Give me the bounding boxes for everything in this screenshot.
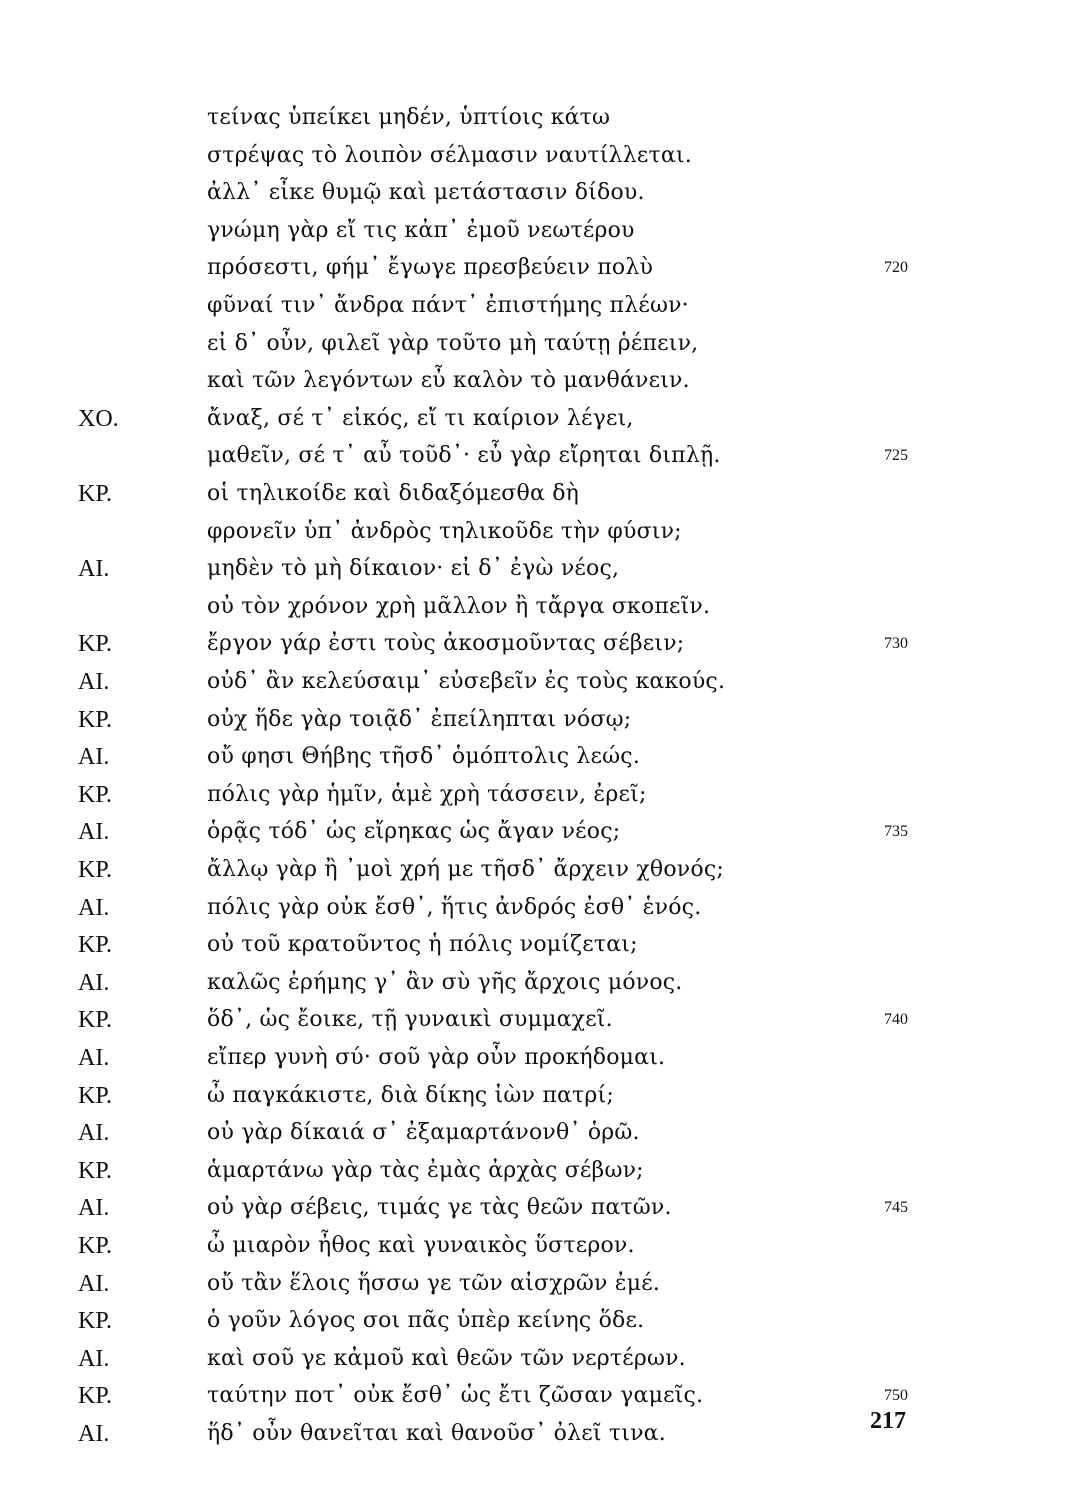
verse-line <box>0 1268 1087 1306</box>
speaker-label: ΚΡ. <box>78 706 113 733</box>
verse-text: ἄλλῳ γὰρ ἢ ᾽μοὶ χρή με τῆσδ᾽ ἄρχειν χθονός; <box>207 857 724 882</box>
speaker-label: ΑΙ. <box>78 669 110 695</box>
speaker-label: ΚΡ. <box>78 1233 113 1259</box>
speaker-label: ΑΙ. <box>78 1270 110 1297</box>
verse-line <box>0 328 1087 366</box>
verse-text: τείνας ὑπείκει μηδέν, ὑπτίοις κάτω <box>207 105 611 130</box>
verse-text: ὁρᾷς τόδ᾽ ὡς εἴρηκας ὡς ἄγαν νέος; <box>207 819 621 845</box>
verse-line <box>0 365 1087 403</box>
verse-text: φῦναί τιν᾽ ἄνδρα πάντ᾽ ἐπιστήμης πλέων· <box>207 293 689 318</box>
verse-text: καὶ τῶν λεγόντων εὖ καλὸν τὸ μανθάνειν. <box>207 368 690 394</box>
speaker-label: ΚΡ. <box>78 631 113 658</box>
line-number: 735 <box>884 823 908 841</box>
verse-text: ὦ μιαρὸν ἦθος καὶ γυναικὸς ὕστερον. <box>207 1233 635 1258</box>
speaker-label: ΑΙ. <box>78 744 110 771</box>
speaker-label: ΚΡ. <box>78 781 113 808</box>
verse-text: οὐ γὰρ δίκαιά σ᾽ ἐξαμαρτάνονθ᾽ ὁρῶ. <box>207 1120 640 1146</box>
speaker-label: ΑΙ. <box>78 556 110 583</box>
verse-text: οὔ φησι Θήβης τῆσδ᾽ ὁμόπτολις λεώς. <box>207 744 641 770</box>
verse-text: καὶ σοῦ γε κἀμοῦ καὶ θεῶν τῶν νερτέρων. <box>207 1345 686 1371</box>
verse-text: ἔργον γάρ ἐστι τοὺς ἀκοσμοῦντας σέβειν; <box>207 631 685 657</box>
verse-text: πόλις γὰρ ἡμῖν, ἁμὲ χρὴ τάσσειν, ἐρεῖ; <box>207 781 647 807</box>
verse-line <box>0 140 1087 178</box>
verse-line <box>0 929 1087 967</box>
verse-text: πρόσεστι, φήμ᾽ ἔγωγε πρεσβεύειν πολὺ <box>207 255 654 281</box>
verse-line <box>0 403 1087 441</box>
verse-text: οὐ γὰρ σέβεις, τιμάς γε τὰς θεῶν πατῶν. <box>207 1195 672 1221</box>
verse-line <box>0 1080 1087 1118</box>
verse-line <box>0 1004 1087 1042</box>
verse-text: ἁμαρτάνω γὰρ τὰς ἐμὰς ἀρχὰς σέβων; <box>207 1157 644 1183</box>
verse-line <box>0 1380 1087 1418</box>
line-number: 720 <box>884 259 908 277</box>
verse-line <box>0 816 1087 854</box>
line-number: 740 <box>884 1011 908 1029</box>
verse-text: ὅδ᾽, ὡς ἔοικε, τῇ γυναικὶ συμμαχεῖ. <box>207 1007 613 1033</box>
verse-line <box>0 440 1087 478</box>
speaker-label: ΑΙ. <box>78 969 110 996</box>
verse-line <box>0 553 1087 591</box>
verse-text: οὐχ ἥδε γὰρ τοιᾷδ᾽ ἐπείληπται νόσῳ; <box>207 706 632 732</box>
verse-text: εἰ δ᾽ οὖν, φιλεῖ γὰρ τοῦτο μὴ ταύτῃ ῥέπειν, <box>207 330 699 356</box>
speaker-label: ΚΡ. <box>78 1383 113 1410</box>
verse-text: οὐ τοῦ κρατοῦντος ἡ πόλις νομίζεται; <box>207 932 638 958</box>
verse-line <box>0 779 1087 817</box>
verse-text: γνώμη γὰρ εἴ τις κἀπ᾽ ἐμοῦ νεωτέρου <box>207 217 635 243</box>
verse-text: ἥδ᾽ οὖν θανεῖται καὶ θανοῦσ᾽ ὀλεῖ τινα. <box>207 1421 666 1446</box>
verse-line <box>0 854 1087 892</box>
verse-text: οὐδ᾽ ἂν κελεύσαιμ᾽ εὐσεβεῖν ἐς τοὺς κακούς. <box>207 669 726 694</box>
verse-text: ταύτην ποτ᾽ οὐκ ἔσθ᾽ ὡς ἔτι ζῶσαν γαμεῖς. <box>207 1383 704 1409</box>
verse-line <box>0 741 1087 779</box>
verse-line <box>0 1418 1087 1456</box>
verse-line <box>0 516 1087 554</box>
speaker-label: ΑΙ. <box>78 819 110 846</box>
verse-line <box>0 478 1087 516</box>
verse-line <box>0 1305 1087 1343</box>
verse-line <box>0 704 1087 742</box>
verse-text: οἱ τηλικοίδε καὶ διδαξόμεσθα δὴ <box>207 481 580 506</box>
speaker-label: ΑΙ. <box>78 1045 110 1071</box>
verse-text: μηδὲν τὸ μὴ δίκαιον· εἰ δ᾽ ἐγὼ νέος, <box>207 556 620 582</box>
verse-text: μαθεῖν, σέ τ᾽ αὖ τοῦδ᾽· εὖ γὰρ εἴρηται διπλῇ. <box>207 443 721 469</box>
verse-line <box>0 1230 1087 1268</box>
verse-line <box>0 967 1087 1005</box>
speaker-label: ΚΡ. <box>78 481 113 507</box>
page-number: 217 <box>870 1408 906 1434</box>
verse-text: οὐ τὸν χρόνον χρὴ μᾶλλον ἢ τἄργα σκοπεῖν. <box>207 593 711 619</box>
line-number: 725 <box>884 447 908 465</box>
verse-text: οὔ τἂν ἕλοις ἥσσω γε τῶν αἰσχρῶν ἐμέ. <box>207 1270 661 1296</box>
verse-line <box>0 1343 1087 1381</box>
speaker-label: ΑΙ. <box>78 894 110 921</box>
verse-text: ὁ γοῦν λόγος σοι πᾶς ὑπὲρ κείνης ὅδε. <box>207 1308 645 1334</box>
speaker-label: ΧΟ. <box>78 405 119 432</box>
line-number: 750 <box>884 1387 908 1405</box>
verse-line <box>0 591 1087 629</box>
verse-line <box>0 102 1087 140</box>
verse-line <box>0 628 1087 666</box>
speaker-label: ΑΙ. <box>78 1421 110 1447</box>
verse-line <box>0 1192 1087 1230</box>
speaker-label: ΚΡ. <box>78 1308 113 1335</box>
verse-line <box>0 892 1087 930</box>
line-number: 745 <box>884 1199 908 1217</box>
verse-line <box>0 1155 1087 1193</box>
verse-text: φρονεῖν ὑπ᾽ ἀνδρὸς τηλικοῦδε τὴν φύσιν; <box>207 518 682 544</box>
verse-text: πόλις γὰρ οὐκ ἔσθ᾽, ἥτις ἀνδρός ἐσθ᾽ ἑνός. <box>207 894 702 920</box>
verse-line <box>0 252 1087 290</box>
verse-line <box>0 1042 1087 1080</box>
verse-line <box>0 177 1087 215</box>
verse-line <box>0 215 1087 253</box>
speaker-label: ΚΡ. <box>78 1157 113 1184</box>
verse-text: καλῶς ἐρήμης γ᾽ ἂν σὺ γῆς ἄρχοις μόνος. <box>207 969 683 995</box>
verse-text: ὦ παγκάκιστε, διὰ δίκης ἰὼν πατρί; <box>207 1082 614 1108</box>
verse-text: ἄναξ, σέ τ᾽ εἰκός, εἴ τι καίριον λέγει, <box>207 405 634 431</box>
verse-text: στρέψας τὸ λοιπὸν σέλμασιν ναυτίλλεται. <box>207 142 692 168</box>
verse-line <box>0 1117 1087 1155</box>
speaker-label: ΑΙ. <box>78 1345 110 1372</box>
speaker-label: ΚΡ. <box>78 857 113 883</box>
speaker-label: ΚΡ. <box>78 1007 113 1034</box>
verse-line <box>0 666 1087 704</box>
verse-line <box>0 290 1087 328</box>
line-number: 730 <box>884 635 908 653</box>
speaker-label: ΚΡ. <box>78 1082 113 1109</box>
speaker-label: ΑΙ. <box>78 1195 110 1222</box>
speaker-label: ΑΙ. <box>78 1120 110 1147</box>
speaker-label: ΚΡ. <box>78 932 113 959</box>
verse-text: ἀλλ᾽ εἶκε θυμῷ καὶ μετάστασιν δίδου. <box>207 180 645 206</box>
verse-text: εἴπερ γυνὴ σύ· σοῦ γὰρ οὖν προκήδομαι. <box>207 1045 666 1070</box>
